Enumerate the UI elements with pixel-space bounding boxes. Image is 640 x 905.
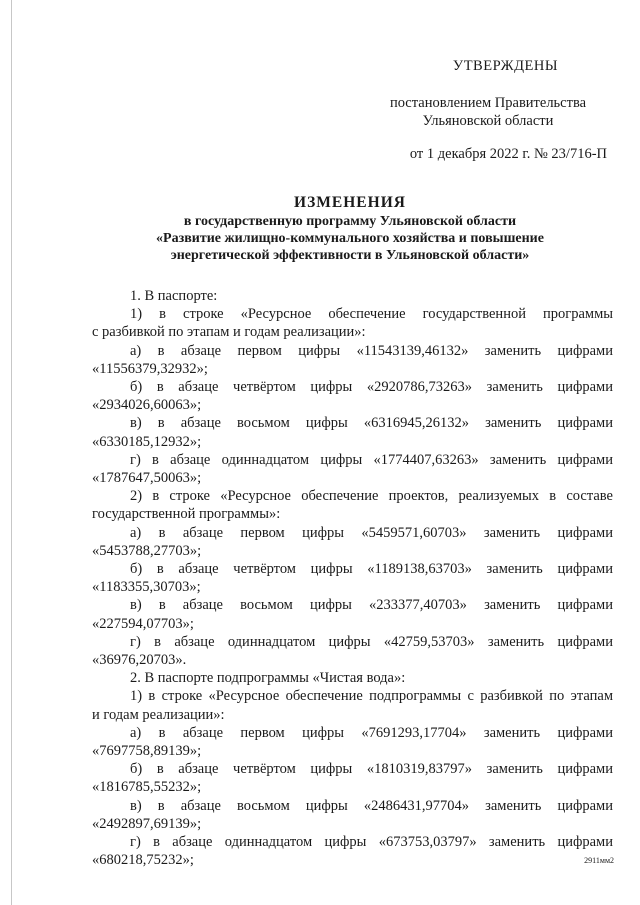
document-subtitle-line-2: «Развитие жилищно-коммунального хозяйства и повышение <box>156 231 544 246</box>
approval-authority-line-1: постановлением Правительства <box>389 95 587 111</box>
document-title-block <box>90 193 610 264</box>
body-line: г) в абзаце одиннадцатом цифры «1774407,63263» заменить цифрами <box>130 451 613 468</box>
body-line: в) в абзаце восьмом цифры «2486431,97704» заменить цифрами <box>130 797 613 814</box>
body-line: б) в абзаце четвёртом цифры «1810319,83797» заменить цифрами <box>130 761 613 778</box>
scan-margin-line <box>11 0 12 905</box>
body-line: «1816785,55232»; <box>92 779 202 796</box>
approval-authority-line-2: Ульяновской области <box>422 113 554 129</box>
footer-doc-code: 2911мм2 <box>584 856 614 865</box>
body-line: «1787647,50063»; <box>92 470 202 487</box>
body-line: а) в абзаце первом цифры «7691293,17704» заменить цифрами <box>130 724 613 741</box>
body-line: «36976,20703». <box>92 652 187 669</box>
body-line: «11556379,32932»; <box>92 360 208 377</box>
body-line: г) в абзаце одиннадцатом цифры «673753,03797» заменить цифрами <box>130 834 613 851</box>
body-line: г) в абзаце одиннадцатом цифры «42759,53703» заменить цифрами <box>130 633 613 650</box>
body-line: «227594,07703»; <box>92 615 194 632</box>
body-line: 1) в строке «Ресурсное обеспечение государственной программы <box>130 306 613 323</box>
body-line: «1183355,30703»; <box>92 579 201 596</box>
body-line: а) в абзаце первом цифры «5459571,60703» заменить цифрами <box>130 524 613 541</box>
body-line: государственной программы»: <box>92 506 281 523</box>
body-line: б) в абзаце четвёртом цифры «2920786,73263» заменить цифрами <box>130 379 613 396</box>
body-line: 2) в строке «Ресурсное обеспечение проектов, реализуемых в составе <box>130 488 613 505</box>
document-title: ИЗМЕНЕНИЯ <box>294 194 406 211</box>
body-line: «6330185,12932»; <box>92 433 202 450</box>
body-line: 1) в строке «Ресурсное обеспечение подпрограммы с разбивкой по этапам <box>130 688 613 705</box>
body-line: «5453788,27703»; <box>92 542 202 559</box>
body-line: «7697758,89139»; <box>92 743 202 760</box>
document-body <box>92 287 613 870</box>
body-line: «2934026,60063»; <box>92 397 202 414</box>
body-line: «680218,75232»; <box>92 852 194 869</box>
body-line: 2. В паспорте подпрограммы «Чистая вода»: <box>130 670 406 687</box>
body-line: в) в абзаце восьмом цифры «6316945,26132» заменить цифрами <box>130 415 613 432</box>
body-line: 1. В паспорте: <box>130 288 218 304</box>
body-line: и годам реализации»: <box>92 706 225 723</box>
body-line: с разбивкой по этапам и годам реализации»: <box>92 324 366 341</box>
document-subtitle-line-3: энергетической эффективности в Ульяновской области» <box>170 248 530 263</box>
body-line: б) в абзаце четвёртом цифры «1189138,63703» заменить цифрами <box>130 561 613 578</box>
approval-authority <box>368 94 608 130</box>
document-subtitle-line-1: в государственную программу Ульяновской области <box>183 214 517 229</box>
body-line: а) в абзаце первом цифры «11543139,46132» заменить цифрами <box>130 342 613 359</box>
body-line: в) в абзаце восьмом цифры «233377,40703» заменить цифрами <box>130 597 613 614</box>
approved-heading: УТВЕРЖДЕНЫ <box>452 58 558 74</box>
approval-date-number: от 1 декабря 2022 г. № 23/716-П <box>409 146 607 162</box>
body-line: «2492897,69139»; <box>92 815 202 832</box>
